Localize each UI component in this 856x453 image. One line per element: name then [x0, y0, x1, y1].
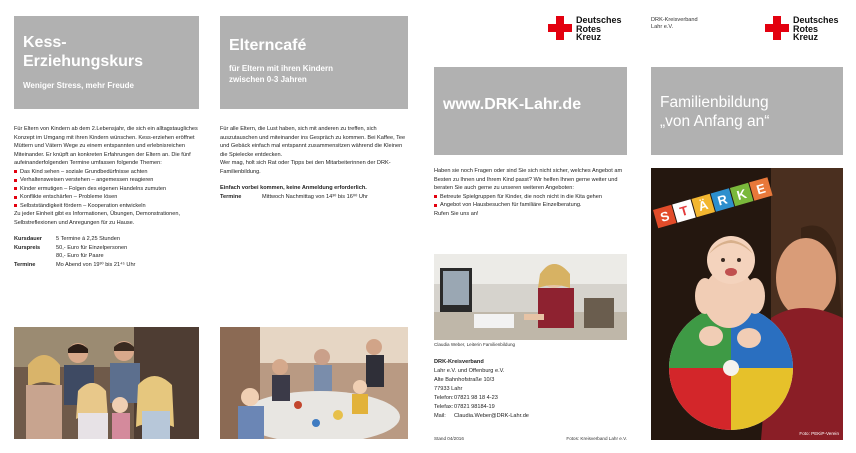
list-item: Betreute Spielgruppen für Kinder, die noch nicht in die Kita gehen [434, 193, 627, 202]
detail-value: Mo Abend von 19³⁰ bis 21⁴⁵ Uhr [56, 261, 136, 268]
letter-block: K [730, 183, 754, 207]
baby-photo [651, 168, 843, 440]
stand-date: Stand 04/2016 [434, 436, 464, 441]
contact-value: 07821 98184-19 [454, 404, 495, 410]
familienbildung-title: Familienbildung „von Anfang an“ [660, 94, 770, 130]
kess-intro: Für Eltern von Kindern ab dem 2.Lebensjahr, die sich ein alltagstaugliches Konzept im Umgang mit ihren Kindern wünschen. Kess-erziehen eröffnet Müttern und Vätern Wege zu einem entspannten und erlebnisreichen Miteinander. Er knüpft an konkreten Erfahrungen der Eltern an. Die fünf aufeinanderfolgenden Termine umfassen folgende Themen: [14, 126, 198, 166]
letter-block: Ä [691, 194, 715, 218]
contact-call: Rufen Sie uns an! [434, 210, 479, 217]
contact-body [434, 167, 627, 218]
panel-elterncafe [220, 0, 408, 453]
panel-familienbildung [651, 0, 843, 453]
panel-contact [434, 0, 627, 453]
drk-logo [548, 16, 622, 42]
letter-block: T [672, 199, 696, 223]
office-photo [434, 254, 627, 340]
list-item: Kinder ermutigen – Folgen des eigenen Handelns zumuten [14, 185, 199, 194]
panel-kess [14, 0, 199, 453]
contact-value[interactable]: Claudia.Weber@DRK-Lahr.de [454, 413, 529, 419]
contact-details [434, 394, 627, 421]
header-box-familienbildung [651, 67, 843, 155]
elterncafe-intro2: Wer mag, holt sich Rat oder Tipps bei den Mitarbeiterinnen der DRK-Familienbildung. [220, 160, 391, 175]
red-cross-icon [548, 16, 572, 40]
list-item: Selbstständigkeit fördern – Kooperation entwickeln [14, 202, 199, 211]
elterncafe-note: Einfach vorbei kommen, keine Anmeldung erforderlich. [220, 185, 367, 191]
detail-label: Kursdauer [14, 236, 42, 242]
list-item: Konflikte entschärfen – Probleme lösen [14, 193, 199, 202]
photo-credit: Fotos: Kreisverband Lahr e.V. [566, 436, 627, 441]
red-cross-icon [765, 16, 789, 40]
kess-body [14, 125, 199, 269]
list-item: Angebot von Hausbesuchen für familiäre Einzelberatung. [434, 201, 627, 210]
office-photo-caption: Claudia Weber, Leiterin Familienbildung [434, 342, 516, 347]
list-item: Das Kind sehen – soziale Grundbedürfnisse achten [14, 168, 199, 177]
kess-bullets [14, 168, 199, 211]
logo-text: Deutsches Rotes Kreuz [576, 15, 622, 42]
kess-subtitle: Weniger Stress, mehr Freude [23, 81, 134, 90]
contact-address: DRK-Kreisverband Lahr e.V. und Offenburg e.V. Alte Bahnhofstraße 10/3 77933 Lahr Telefon: 07821 98 18 4-23 Telefax: 07821 98184-19 Mail: Claudia.Weber@DRK-Lahr.de [434, 358, 627, 421]
kess-outro: Zu jeder Einheit gibt es Informationen, Übungen, Demonstrationen, Selbstreflexionen und Anregungen für zu Hause. [14, 211, 181, 226]
header-box-kess [14, 16, 199, 109]
elterncafe-termine [220, 193, 408, 202]
list-item: Verhaltensweisen verstehen – angemessen reagieren [14, 176, 199, 185]
cafe-photo [220, 327, 408, 439]
header-box-web [434, 67, 627, 155]
letter-block: E [749, 177, 773, 201]
detail-value: 50,- Euro für Einzelpersonen [56, 244, 128, 251]
detail-label [14, 252, 56, 261]
detail-label: Termine [220, 193, 242, 200]
elterncafe-title: Elterncafé [229, 37, 307, 54]
letter-block: R [711, 188, 735, 212]
kess-details [14, 235, 199, 269]
baby-photo-credit: Foto: PEKiP-Verein [799, 431, 839, 436]
drk-logo [765, 16, 839, 42]
family-photo [14, 327, 199, 439]
header-box-elterncafe [220, 16, 408, 109]
detail-value: 80,- Euro für Paare [56, 253, 104, 259]
elterncafe-subtitle: für Eltern mit ihren Kindern zwischen 0-3 Jahren [229, 64, 334, 84]
detail-value: Mittwoch Nachmittag von 14³⁰ bis 16⁰⁰ Uhr [262, 193, 368, 200]
logo-text: Deutsches Rotes Kreuz [793, 15, 839, 42]
web-title[interactable]: www.DRK-Lahr.de [443, 96, 582, 113]
contact-label: Telefon: [434, 395, 454, 401]
detail-label: Kurspreis [14, 244, 41, 251]
contact-intro: Haben sie noch Fragen oder sind Sie sich nicht sicher, welches Angebot am Besten zu Ihnen und Ihrem Kind passt? Wir helfen Ihnen gerne weiter und beraten Sie auch gerne zu unseren weiteren Angeboten: [434, 168, 623, 191]
letter-block: S [653, 205, 677, 229]
contact-label: Mail: [434, 413, 446, 419]
detail-value: 5 Termine á 2,25 Stunden [56, 236, 120, 242]
org-name: DRK-Kreisverband Lahr e.V. [651, 17, 698, 30]
kess-title: Kess- Erziehungskurs [23, 34, 144, 70]
elterncafe-body [220, 125, 408, 201]
contact-value[interactable]: 07821 98 18 4-23 [454, 395, 498, 401]
contact-label: Telefax: [434, 404, 454, 410]
elterncafe-intro: Für alle Eltern, die Lust haben, sich mit anderen zu treffen, sich auszutauschen und miteinander ins Gespräch zu kommen. Bei Kaffee, Tee und Gebäck einfach mal entspannt zusammensitzen während die Kleinen die Spielecke entdecken. [220, 126, 406, 158]
detail-label: Termine [14, 261, 36, 268]
